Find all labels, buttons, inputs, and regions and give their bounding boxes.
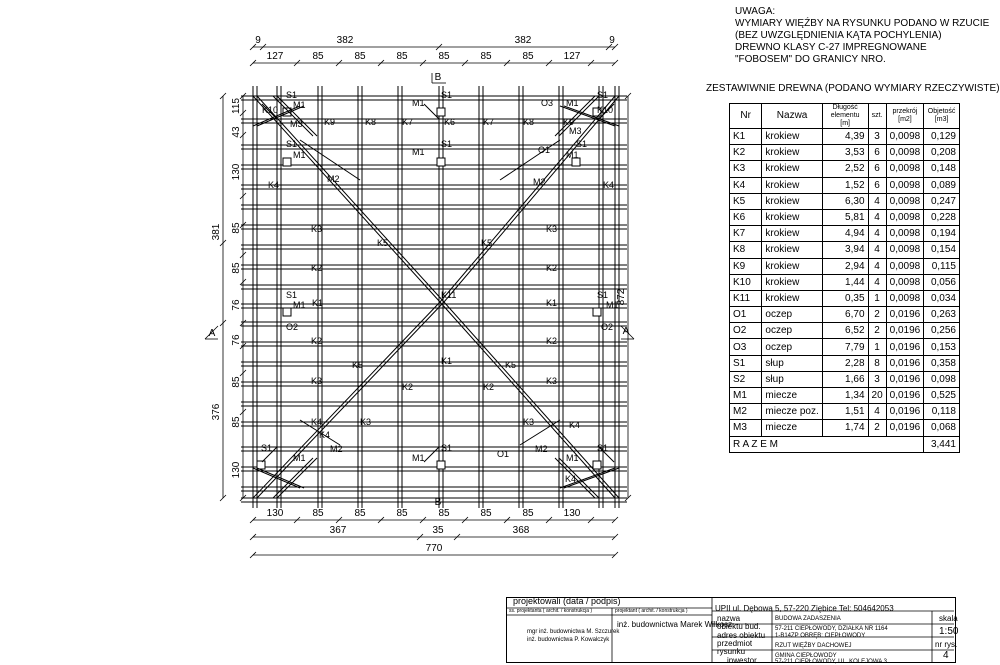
cell-name: krokiew [762, 290, 822, 306]
element-label: M1 [293, 150, 306, 160]
col1-header: ss. projektanta ( archit. / konstrukcja ) [509, 608, 593, 614]
cell-section: 0,0196 [886, 404, 924, 420]
element-label: K1 [441, 356, 453, 366]
notes-line: WYMIARY WIĘŹBY NA RYSUNKU PODANO W RZUCIE [735, 18, 990, 29]
designer-1: mgr inż. budownictwa M. Szczurek [527, 629, 620, 635]
element-label: K4 [569, 420, 581, 430]
cell-length: 3,53 [822, 145, 868, 161]
cell-section: 0,0196 [886, 371, 924, 387]
dim-bottom-inner: 85 [438, 508, 450, 519]
cell-section: 0,0098 [886, 145, 924, 161]
dim-left-inner: 130 [231, 163, 242, 181]
cell-name: oczep [762, 323, 822, 339]
cell-length: 4,94 [822, 226, 868, 242]
cell-volume: 0,154 [924, 242, 960, 258]
dim-top-inner: 85 [480, 51, 492, 62]
notes-line: DREWNO KLASY C-27 IMPREGNOWANE [735, 42, 927, 53]
element-label: M1 [412, 453, 425, 463]
element-label: S1 [441, 90, 453, 100]
cell-length: 3,94 [822, 242, 868, 258]
dim-bottom-total: 770 [425, 543, 443, 554]
cell-nr: K9 [730, 258, 762, 274]
dim-top-inner: 127 [563, 51, 581, 62]
element-label: M1 [293, 100, 306, 110]
section-mark-a: A [208, 328, 216, 339]
element-label: K4 [268, 180, 280, 190]
cell-name: krokiew [762, 209, 822, 225]
cell-name: krokiew [762, 274, 822, 290]
element-label: K11 [441, 290, 457, 300]
element-label: K4 [565, 474, 577, 484]
cell-volume: 0,115 [924, 258, 960, 274]
element-label: M2 [330, 444, 343, 454]
cell-section: 0,0098 [886, 226, 924, 242]
element-label: O2 [286, 322, 299, 332]
cell-section: 0,0098 [886, 290, 924, 306]
dim-top-inner: 85 [354, 51, 366, 62]
element-label: K1 [546, 298, 558, 308]
element-label: M1 [293, 453, 306, 463]
element-label: K8 [365, 117, 377, 127]
total-value: 3,441 [924, 436, 960, 452]
cell-name: oczep [762, 307, 822, 323]
cell-nr: K4 [730, 177, 762, 193]
dim-top-outer: 382 [336, 35, 354, 46]
sheet-label: nr rys. [935, 640, 958, 649]
cell-qty: 20 [868, 388, 886, 404]
dim-bottom-inner: 85 [396, 508, 408, 519]
cell-length: 6,52 [822, 323, 868, 339]
investor-label: inwestor [727, 656, 757, 665]
notes-line: "FOBOSEM" DO GRANICY NRO. [735, 54, 886, 65]
element-label: K1 [312, 298, 324, 308]
cell-name: słup [762, 355, 822, 371]
object-label: nazwa obiektu bud. [717, 614, 761, 631]
dim-bottom-mid: 368 [512, 525, 530, 536]
cell-name: miecze [762, 420, 822, 436]
cell-qty: 4 [868, 226, 886, 242]
element-label: M2 [533, 177, 546, 187]
cell-nr: S2 [730, 371, 762, 387]
header-nr: Nr [730, 104, 762, 129]
section-mark-b: B [434, 72, 442, 83]
cell-section: 0,0196 [886, 420, 924, 436]
investor-value-1: GMINA CIEPŁOWODY [775, 653, 837, 659]
element-label: S1 [286, 139, 298, 149]
element-label: S1 [286, 90, 298, 100]
element-label: K10 [597, 105, 614, 115]
cell-volume: 0,247 [924, 193, 960, 209]
cell-length: 2,52 [822, 161, 868, 177]
element-label: K5 [481, 238, 493, 248]
cell-qty: 6 [868, 145, 886, 161]
element-label: S1 [597, 90, 609, 100]
element-label: O3 [541, 98, 554, 108]
cell-length: 0,35 [822, 290, 868, 306]
dim-left-outer: 381 [211, 223, 222, 241]
element-label: S1 [441, 443, 453, 453]
element-label: M1 [293, 300, 306, 310]
element-label: K5 [505, 360, 517, 370]
cell-qty: 4 [868, 209, 886, 225]
cell-volume: 0,068 [924, 420, 960, 436]
section-mark-b: B [434, 497, 442, 508]
cell-name: krokiew [762, 193, 822, 209]
lead-designer: inż. budownictwa Marek Wilkosz [617, 620, 733, 629]
cell-name: krokiew [762, 258, 822, 274]
element-label: K4 [319, 430, 331, 440]
cell-nr: K8 [730, 242, 762, 258]
cell-nr: O1 [730, 307, 762, 323]
address-value-1: 57-211 CIEPŁOWODY, DZIAŁKA NR 1164 [775, 626, 888, 632]
dim-left-inner: 130 [231, 461, 242, 479]
cell-nr: M1 [730, 388, 762, 404]
element-label: K5 [377, 238, 389, 248]
cell-name: krokiew [762, 145, 822, 161]
element-label: M2 [535, 444, 548, 454]
address-label: adres obiektu [717, 631, 766, 640]
object-value: BUDOWA ZADASZENIA [775, 616, 841, 622]
dim-bottom-mid: 367 [329, 525, 347, 536]
dim-bottom-inner: 85 [312, 508, 324, 519]
cell-section: 0,0098 [886, 161, 924, 177]
dim-top-outer: 9 [609, 35, 615, 46]
scale-value: 1:50 [939, 626, 959, 637]
cell-qty: 6 [868, 161, 886, 177]
cell-section: 0,0098 [886, 209, 924, 225]
cell-nr: K10 [730, 274, 762, 290]
scale-label: skala [939, 614, 958, 623]
element-label: K3 [546, 224, 558, 234]
cell-section: 0,0196 [886, 339, 924, 355]
cell-nr: K5 [730, 193, 762, 209]
element-label: K9 [563, 117, 575, 127]
dim-bottom-inner: 85 [354, 508, 366, 519]
office-info: UPII ul. Dębowa 5, 57-220 Ziębice Tel: 504642053 [715, 604, 894, 613]
cell-nr: K7 [730, 226, 762, 242]
cell-volume: 0,148 [924, 161, 960, 177]
dim-left-inner: 76 [231, 334, 242, 346]
dim-left-inner: 43 [231, 126, 242, 138]
cell-volume: 0,089 [924, 177, 960, 193]
element-label: K2 [311, 336, 323, 346]
cell-qty: 4 [868, 404, 886, 420]
cell-qty: 2 [868, 323, 886, 339]
cell-name: krokiew [762, 226, 822, 242]
element-label: K2 [546, 263, 558, 273]
dim-left-outer: 376 [211, 403, 222, 421]
cell-qty: 2 [868, 307, 886, 323]
element-label: K3 [311, 224, 323, 234]
cell-length: 1,51 [822, 404, 868, 420]
element-label: K6 [444, 117, 456, 127]
element-label: S1 [597, 290, 609, 300]
cell-nr: O3 [730, 339, 762, 355]
cell-name: miecze [762, 388, 822, 404]
header-length: Długość elementu [m] [822, 104, 868, 129]
cell-qty: 4 [868, 258, 886, 274]
cell-nr: K3 [730, 161, 762, 177]
cell-volume: 0,358 [924, 355, 960, 371]
element-label: S1 [597, 443, 609, 453]
cell-volume: 0,034 [924, 290, 960, 306]
cell-section: 0,0098 [886, 242, 924, 258]
element-label: O1 [538, 145, 551, 155]
dim-left-inner: 76 [231, 299, 242, 311]
element-label: K2 [311, 263, 323, 273]
cell-volume: 0,118 [924, 404, 960, 420]
dim-top-inner: 85 [396, 51, 408, 62]
cell-section: 0,0098 [886, 258, 924, 274]
notes-title: UWAGA: [735, 6, 776, 17]
cell-volume: 0,263 [924, 307, 960, 323]
designed-header: projektowali (data / podpis) [513, 596, 621, 606]
element-label: S1 [261, 443, 273, 453]
col2-header: projektant ( archit. / konstrukcja ) [615, 608, 688, 614]
element-label: K3 [546, 376, 558, 386]
element-label: M1 [566, 150, 579, 160]
cell-section: 0,0196 [886, 323, 924, 339]
element-label: S1 [576, 139, 588, 149]
cell-length: 1,66 [822, 371, 868, 387]
cell-volume: 0,194 [924, 226, 960, 242]
cell-nr: K6 [730, 209, 762, 225]
cell-qty: 6 [868, 177, 886, 193]
total-label: R A Z E M [730, 436, 924, 452]
notes-line: (BEZ UWZGLĘDNIENIA KĄTA POCHYLENIA) [735, 30, 942, 41]
element-label: M2 [327, 174, 340, 184]
cell-qty: 4 [868, 274, 886, 290]
dim-left-inner: 85 [231, 376, 242, 388]
dim-top-inner: 85 [438, 51, 450, 62]
dim-bottom-mid: 35 [432, 525, 444, 536]
cell-qty: 2 [868, 420, 886, 436]
cell-volume: 0,256 [924, 323, 960, 339]
cell-length: 1,34 [822, 388, 868, 404]
cell-nr: K11 [730, 290, 762, 306]
element-label: M1 [566, 453, 579, 463]
element-label: K5 [352, 360, 364, 370]
dim-left-inner: 85 [231, 262, 242, 274]
cell-qty: 4 [868, 242, 886, 258]
cell-section: 0,0098 [886, 274, 924, 290]
element-label: K4 [603, 180, 615, 190]
element-label: K2 [483, 382, 495, 392]
header-volume: Objetość [m3] [924, 104, 960, 129]
cell-name: krokiew [762, 242, 822, 258]
cell-length: 2,28 [822, 355, 868, 371]
cell-volume: 0,153 [924, 339, 960, 355]
element-label: K7 [402, 117, 414, 127]
schedule-title: ZESTAWIWNIE DREWNA (PODANO WYMIARY RZECZYWISTE) [706, 83, 1000, 94]
cell-volume: 0,525 [924, 388, 960, 404]
cell-section: 0,0098 [886, 193, 924, 209]
cell-nr: K1 [730, 129, 762, 145]
dim-top-inner: 127 [266, 51, 284, 62]
element-label: M1 [412, 147, 425, 157]
cell-length: 1,44 [822, 274, 868, 290]
cell-section: 0,0196 [886, 388, 924, 404]
cell-length: 1,74 [822, 420, 868, 436]
element-label: O2 [601, 322, 614, 332]
element-label: M1 [566, 98, 579, 108]
element-label: K9 [324, 117, 336, 127]
header-section: przekrój [m2] [886, 104, 924, 129]
element-label: K8 [523, 117, 535, 127]
header-qty: szt. [868, 104, 886, 129]
dim-bottom-inner: 85 [480, 508, 492, 519]
dim-top-inner: 85 [522, 51, 534, 62]
address-value-2: 1-B14ZP OBRĘB: CIEPŁOWODY [775, 633, 866, 639]
dim-left-inner: 85 [231, 416, 242, 428]
cell-volume: 0,129 [924, 129, 960, 145]
drawing-value: RZUT WIĘŹBY DACHOWEJ [775, 643, 852, 649]
cell-name: miecze poz. [762, 404, 822, 420]
cell-section: 0,0196 [886, 355, 924, 371]
cell-length: 2,94 [822, 258, 868, 274]
cell-qty: 4 [868, 193, 886, 209]
dim-left-inner: 85 [231, 222, 242, 234]
dim-top-inner: 85 [312, 51, 324, 62]
element-label: M1 [606, 300, 619, 310]
header-name: Nazwa [762, 104, 822, 129]
dim-bottom-inner: 130 [563, 508, 581, 519]
sheet-value: 4 [943, 650, 949, 661]
element-label: K10 [262, 105, 279, 115]
cell-name: krokiew [762, 129, 822, 145]
element-label: K3 [523, 417, 535, 427]
cell-volume: 0,208 [924, 145, 960, 161]
element-label: M3 [290, 119, 303, 129]
cell-length: 7,79 [822, 339, 868, 355]
cell-section: 0,0098 [886, 177, 924, 193]
dim-top-outer: 382 [514, 35, 532, 46]
element-label: K3 [311, 376, 323, 386]
element-label: K2 [546, 336, 558, 346]
element-label: S1 [441, 139, 453, 149]
cell-qty: 1 [868, 290, 886, 306]
dim-bottom-inner: 85 [522, 508, 534, 519]
designer-2: inż. budownictwa P. Kowalczyk [527, 637, 610, 643]
cell-section: 0,0098 [886, 129, 924, 145]
cell-nr: M2 [730, 404, 762, 420]
cell-length: 4,39 [822, 129, 868, 145]
cell-name: oczep [762, 339, 822, 355]
cell-length: 5,81 [822, 209, 868, 225]
cell-volume: 0,056 [924, 274, 960, 290]
cell-length: 1,52 [822, 177, 868, 193]
cell-qty: 8 [868, 355, 886, 371]
dim-top-outer: 9 [255, 35, 261, 46]
cell-name: krokiew [762, 161, 822, 177]
element-label: M1 [412, 98, 425, 108]
section-mark-a: A [622, 326, 630, 337]
cell-nr: O2 [730, 323, 762, 339]
cell-length: 6,30 [822, 193, 868, 209]
cell-name: krokiew [762, 177, 822, 193]
element-label: O1 [497, 449, 510, 459]
cell-nr: S1 [730, 355, 762, 371]
drawing-label: przedmiot rysunku [717, 639, 753, 656]
cell-volume: 0,098 [924, 371, 960, 387]
cell-nr: K2 [730, 145, 762, 161]
cell-volume: 0,228 [924, 209, 960, 225]
dim-right-total: 872 [616, 288, 627, 306]
investor-value-2: 57-211 CIEPŁOWODY, UL. KOLEJOWA 3 [775, 659, 887, 665]
cell-qty: 3 [868, 129, 886, 145]
element-label: K3 [360, 417, 372, 427]
element-label: S1 [286, 290, 298, 300]
dim-left-inner: 115 [231, 98, 242, 114]
cell-nr: M3 [730, 420, 762, 436]
cell-qty: 1 [868, 339, 886, 355]
element-label: K4 [311, 417, 323, 427]
element-label: M3 [569, 126, 582, 136]
dim-bottom-inner: 130 [266, 508, 284, 519]
cell-name: słup [762, 371, 822, 387]
element-label: K7 [483, 117, 495, 127]
cell-qty: 3 [868, 371, 886, 387]
element-label: K2 [402, 382, 414, 392]
cell-length: 6,70 [822, 307, 868, 323]
cell-section: 0,0196 [886, 307, 924, 323]
